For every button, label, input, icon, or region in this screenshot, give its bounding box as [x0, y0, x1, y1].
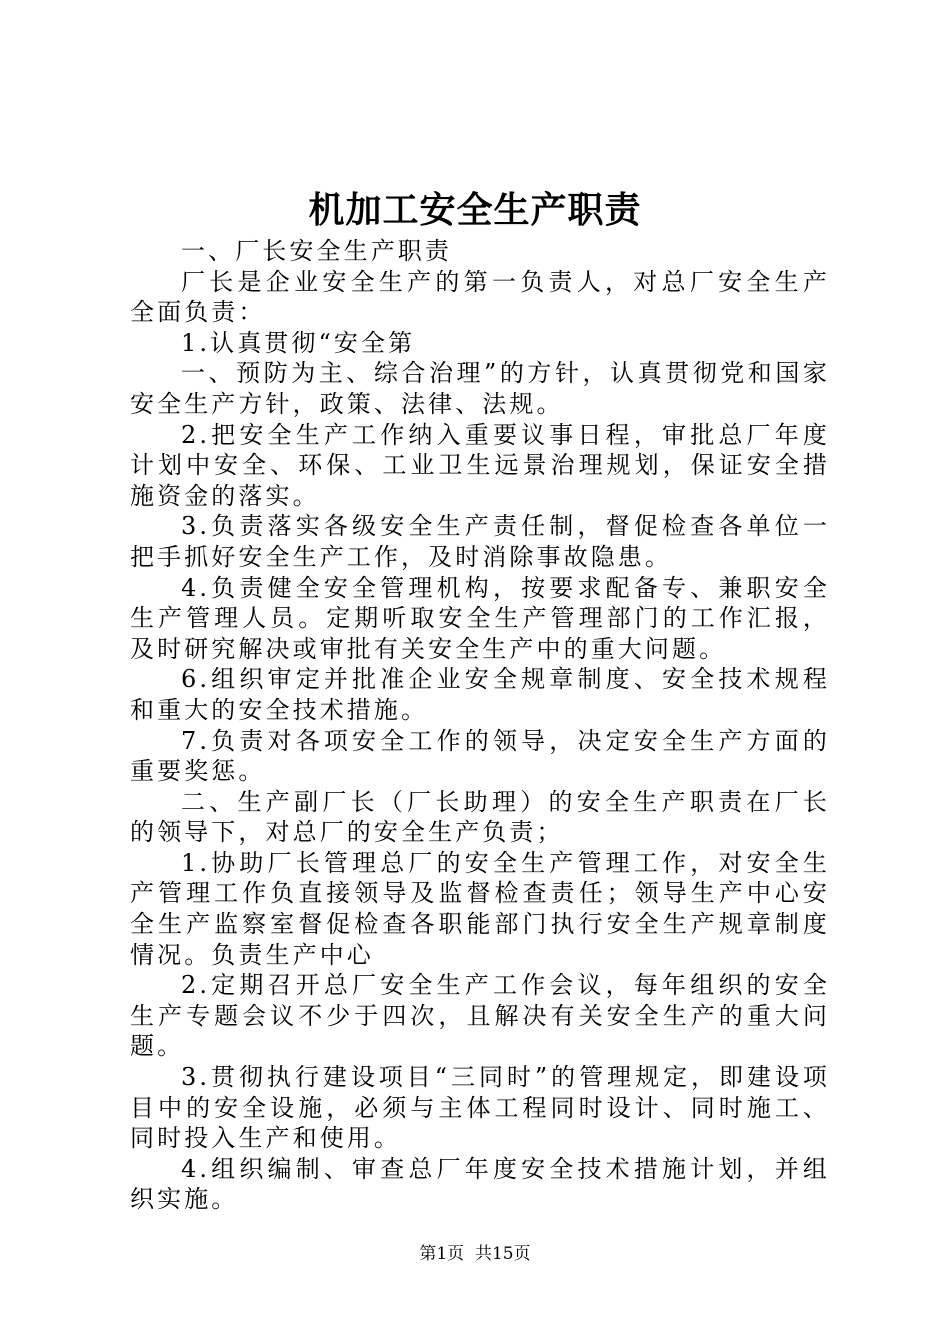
paragraph: 4.组织编制、审查总厂年度安全技术措施计划，并组织实施。 — [130, 1154, 830, 1214]
page-number-label: 第1页 共15页 — [419, 1244, 531, 1264]
paragraph: 1.协助厂长管理总厂的安全生产管理工作，对安全生产管理工作负直接领导及监督检查责任；领导生产中心安全生产监察室督促检查各职能部门执行安全生产规章制度情况。负责生产中心 — [130, 848, 830, 969]
paragraph: 二、生产副厂长（厂长助理）的安全生产职责在厂长的领导下，对总厂的安全生产负责； — [130, 787, 830, 847]
paragraph: 1.认真贯彻“安全第 — [181, 328, 416, 357]
paragraph: 6.组织审定并批准企业安全规章制度、安全技术规程和重大的安全技术措施。 — [130, 665, 830, 724]
paragraph: 一、预防为主、综合治理”的方针，认真贯彻党和国家安全生产方针，政策、法律、法规。 — [130, 359, 830, 418]
paragraph: 2.定期召开总厂安全生产工作会议，每年组织的安全生产专题会议不少于四次，且解决有关安全生产的重大问题。 — [130, 971, 830, 1061]
paragraph: 2.把安全生产工作纳入重要议事日程，审批总厂年度计划中安全、环保、工业卫生远景治理规划，保证安全措施资金的落实。 — [130, 420, 830, 510]
document-title: 机加工安全生产职责 — [308, 189, 642, 231]
paragraph: 一、厂长安全生产职责 — [181, 237, 452, 265]
paragraph: 3.负责落实各级安全生产责任制，督促检查各单位一把手抓好安全生产工作，及时消除事故隐患。 — [130, 512, 830, 571]
paragraph: 3.贯彻执行建设项目“三同时”的管理规定，即建设项目中的安全设施，必须与主体工程同时设计、同时施工、同时投入生产和使用。 — [130, 1063, 830, 1153]
document-body — [130, 236, 830, 1215]
paragraph: 厂长是企业安全生产的第一负责人，对总厂安全生产全面负责： — [130, 267, 830, 327]
paragraph: 4.负责健全安全管理机构，按要求配备专、兼职安全生产管理人员。定期听取安全生产管理部门的工作汇报，及时研究解决或审批有关安全生产中的重大问题。 — [130, 573, 830, 663]
page-footer — [0, 1242, 950, 1266]
paragraph: 7.负责对各项安全工作的领导，决定安全生产方面的重要奖惩。 — [130, 726, 830, 786]
